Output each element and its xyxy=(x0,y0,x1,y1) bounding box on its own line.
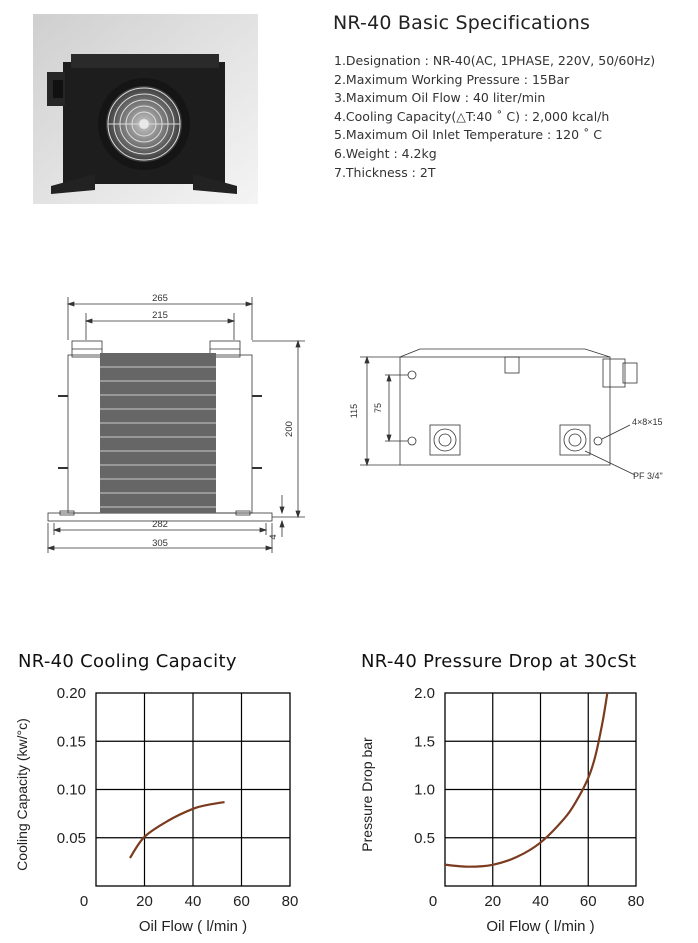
spec-item: 6.Weight : 4.2kg xyxy=(334,145,437,161)
x-tick-label: 20 xyxy=(136,893,153,910)
chart-title-cooling: NR-40 Cooling Capacity xyxy=(18,651,237,672)
x-tick-label: 0 xyxy=(428,893,438,910)
y-tick-label: 0.10 xyxy=(56,781,86,799)
dim-holes: 4×8×15 xyxy=(632,417,663,427)
spec-item: 2.Maximum Working Pressure : 15Bar xyxy=(334,71,570,87)
y-tick-label: 0.15 xyxy=(56,733,86,751)
y-tick-label: 0.5 xyxy=(414,829,435,847)
spec-item: 5.Maximum Oil Inlet Temperature : 120 ˚ C xyxy=(334,127,603,143)
dim-265: 265 xyxy=(152,293,168,304)
x-tick-label: 20 xyxy=(484,893,502,910)
x-tick-label: 60 xyxy=(233,893,250,910)
pressure-drop-chart xyxy=(345,680,698,942)
y-tick-label: 1.5 xyxy=(414,733,435,751)
x-tick-label: 0 xyxy=(79,893,89,910)
y-axis-label: Pressure Drop bar xyxy=(359,737,375,852)
x-tick-label: 40 xyxy=(532,893,549,910)
series-line xyxy=(445,693,607,867)
chart-title-pressure: NR-40 Pressure Drop at 30cSt xyxy=(361,651,637,672)
spec-title: NR-40 Basic Specifications xyxy=(333,12,591,34)
dim-4: 4 xyxy=(268,534,279,540)
dim-115: 115 xyxy=(349,403,359,419)
dim-200: 200 xyxy=(284,421,295,437)
dim-215: 215 xyxy=(152,310,168,321)
x-axis-label: Oil Flow ( l/min ) xyxy=(138,918,248,935)
dim-75: 75 xyxy=(373,402,383,414)
x-axis-label: Oil Flow ( l/min ) xyxy=(486,918,595,935)
front-view-drawing xyxy=(30,285,320,560)
y-tick-label: 1.0 xyxy=(414,781,435,799)
y-tick-label: 2.0 xyxy=(414,685,435,702)
dim-port: PF 3/4" xyxy=(633,471,663,481)
spec-item: 4.Cooling Capacity(△T:40 ˚ C) : 2,000 kcal/h xyxy=(334,108,610,124)
dim-305: 305 xyxy=(152,538,168,549)
dim-282: 282 xyxy=(152,519,168,530)
x-tick-label: 60 xyxy=(579,893,597,910)
y-tick-label: 0.20 xyxy=(56,685,86,702)
y-axis-label: Cooling Capacity (kw/°c) xyxy=(14,718,30,871)
cooling-capacity-chart xyxy=(0,680,345,942)
x-tick-label: 80 xyxy=(627,893,645,910)
x-tick-label: 40 xyxy=(184,893,202,910)
y-tick-label: 0.05 xyxy=(56,829,86,847)
spec-item: 1.Designation : NR-40(AC, 1PHASE, 220V, 50/60Hz) xyxy=(334,53,656,68)
side-view-drawing xyxy=(345,345,690,485)
spec-list xyxy=(334,52,655,182)
x-tick-label: 80 xyxy=(281,893,299,910)
spec-item: 7.Thickness : 2T xyxy=(334,164,436,180)
product-photo xyxy=(33,14,258,204)
spec-item: 3.Maximum Oil Flow : 40 liter/min xyxy=(334,90,546,106)
